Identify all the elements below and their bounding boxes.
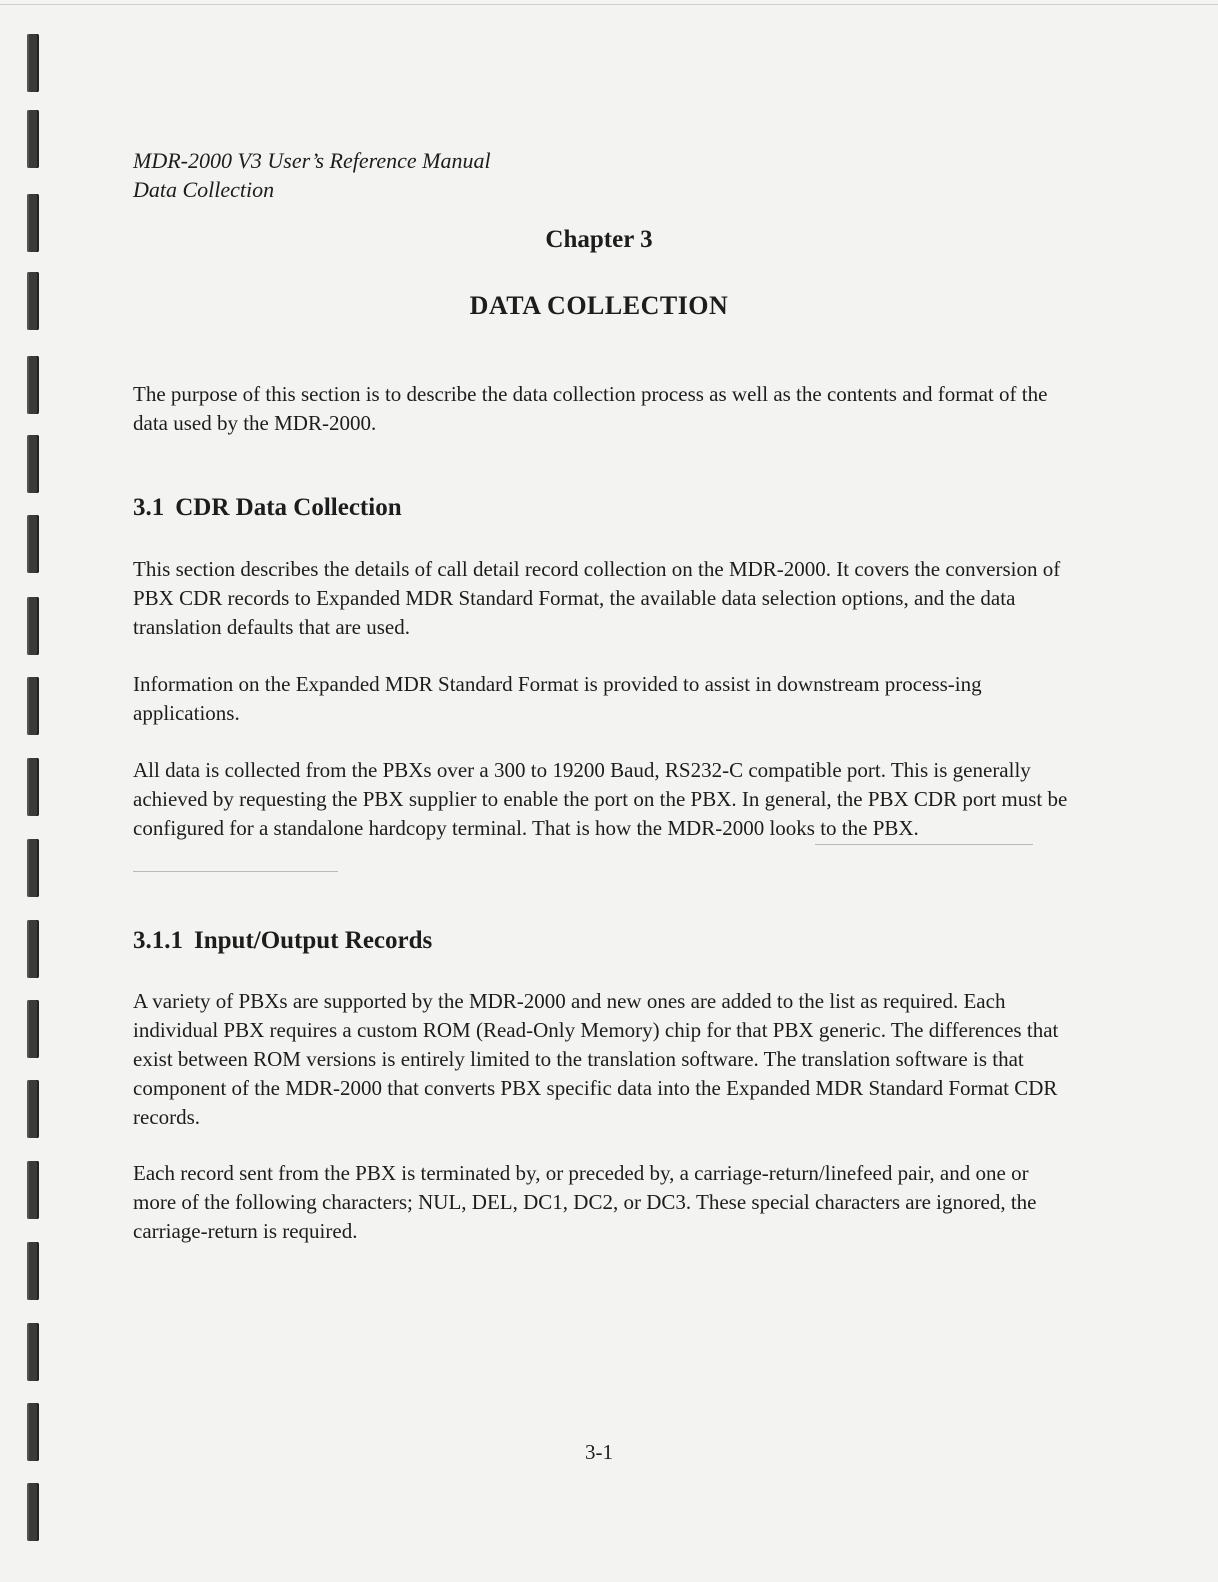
binding-hole — [27, 34, 39, 92]
intro-paragraph: The purpose of this section is to describe the data collection process as well as the contents and format of the data used by the MDR-2000. — [133, 382, 1048, 435]
top-edge-rule — [0, 4, 1218, 5]
binding-hole — [27, 758, 39, 816]
section-3-1-1-heading — [133, 927, 432, 955]
binding-hole — [27, 110, 39, 168]
section-3-1-heading — [133, 494, 402, 522]
page-number: 3-1 — [585, 1440, 613, 1464]
binding-hole — [27, 435, 39, 493]
running-header — [133, 146, 491, 204]
pencil-mark — [815, 844, 1033, 845]
section-heading-text: Input/Output Records — [194, 927, 433, 954]
section-number: 3.1.1 — [133, 927, 183, 954]
binding-hole — [27, 920, 39, 978]
pencil-mark — [133, 871, 338, 872]
binding-hole — [27, 356, 39, 414]
paragraph: This section describes the details of call detail record collection on the MDR-2000. It covers the conversion of PBX CDR records to Expanded MDR Standard Format, the available data selection options, and the data translation defaults that are used. — [133, 557, 1061, 639]
binding-hole — [27, 839, 39, 897]
paragraph: Each record sent from the PBX is terminated by, or preceded by, a carriage-return/linefeed pair, and one or more of the following characters; NUL, DEL, DC1, DC2, or DC3. These special characters are ignored, the carriage-return is required. — [133, 1161, 1037, 1243]
binding-hole — [27, 1323, 39, 1381]
paragraph: Information on the Expanded MDR Standard Format is provided to assist in downstream process-ing applications. — [133, 672, 982, 725]
binding-hole — [27, 515, 39, 573]
section-title: Data Collection — [133, 177, 275, 202]
section-number: 3.1 — [133, 494, 165, 521]
manual-title: MDR-2000 V3 User’s Reference Manual — [133, 148, 491, 173]
binding-hole — [27, 1242, 39, 1300]
binding-hole — [27, 1000, 39, 1058]
chapter-title: DATA COLLECTION — [469, 291, 729, 320]
section-heading-text: CDR Data Collection — [175, 494, 402, 521]
binding-hole — [27, 597, 39, 655]
binding-hole — [27, 1483, 39, 1541]
binding-hole — [27, 677, 39, 735]
binding-hole — [27, 1161, 39, 1219]
paragraph: All data is collected from the PBXs over a 300 to 19200 Baud, RS232-C compatible port. This is generally achieved by requesting the PBX supplier to enable the port on the PBX. In general, the PBX CDR port must be configured for a standalone hardcopy terminal. That is how the MDR-2000 looks to the PBX. — [133, 758, 1068, 840]
binding-hole — [27, 1080, 39, 1138]
paragraph: A variety of PBXs are supported by the MDR-2000 and new ones are added to the list as required. Each individual PBX requires a custom ROM (Read-Only Memory) chip for that PBX generic. The differences that exist between ROM versions is entirely limited to the translation software. The translation software is that component of the MDR-2000 that converts PBX specific data into the Expanded MDR Standard Format CDR records. — [133, 989, 1059, 1129]
chapter-number: Chapter 3 — [545, 226, 653, 253]
